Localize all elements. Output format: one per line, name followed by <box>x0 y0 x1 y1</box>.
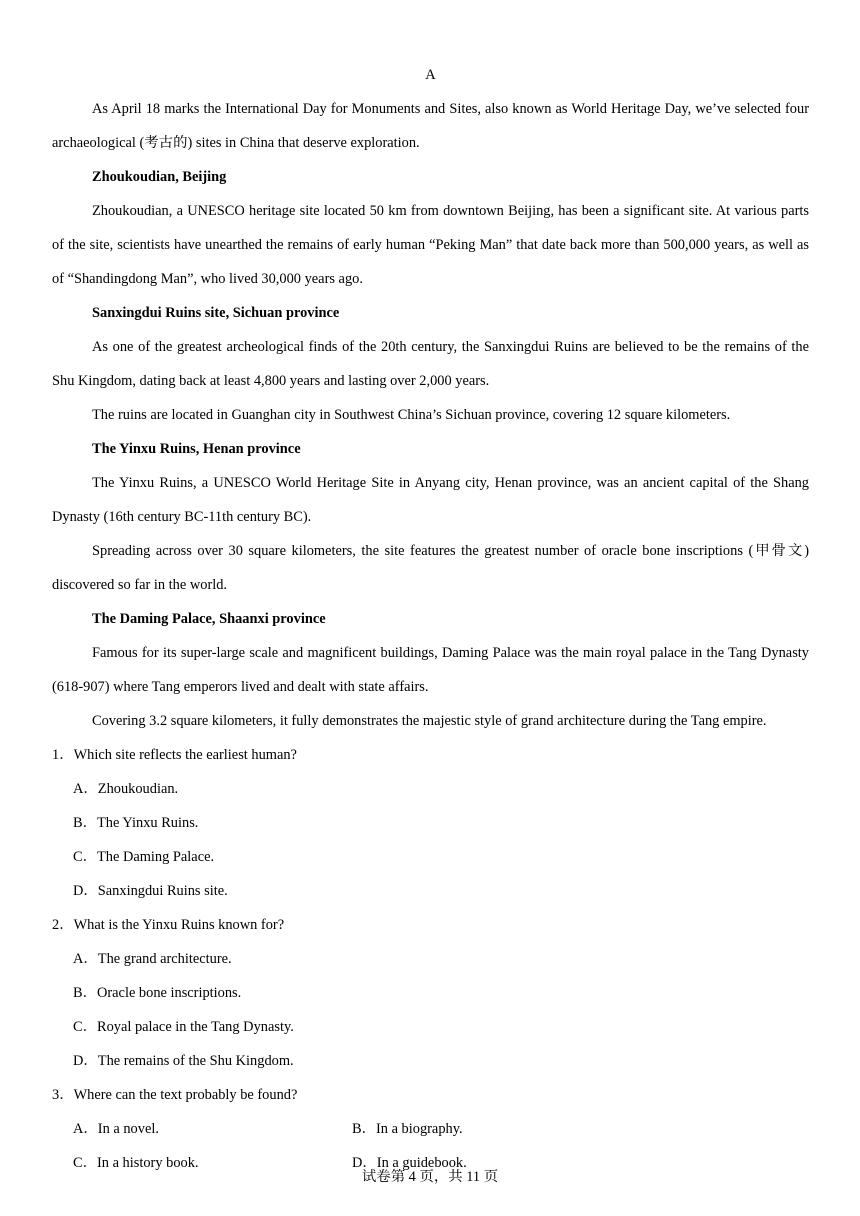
site-paragraph: Famous for its super-large scale and magnificent buildings, Daming Palace was the main royal palace in the Tang Dynasty (618-907) where Tang emperors lived and dealt with state affairs. <box>52 645 809 695</box>
question-2-option-b[interactable]: B．Oracle bone inscriptions. <box>73 985 242 1001</box>
site-paragraph: The Yinxu Ruins, a UNESCO World Heritage Site in Anyang city, Henan province, was an ancient capital of the Shang Dynasty (16th century BC-11th century BC). <box>52 475 809 525</box>
intro-paragraph: As April 18 marks the International Day for Monuments and Sites, also known as World Heritage Day, we’ve selected four archaeological (考古的) sites in China that deserve exploration. <box>52 101 809 151</box>
section-label: A <box>425 67 436 83</box>
question-1-option-c[interactable]: C．The Daming Palace. <box>73 849 215 865</box>
question-2-option-a[interactable]: A．The grand architecture. <box>73 951 232 967</box>
site-paragraph: Covering 3.2 square kilometers, it fully demonstrates the majestic style of grand architecture during the Tang empire. <box>92 713 767 729</box>
question-2-option-d[interactable]: D．The remains of the Shu Kingdom. <box>73 1053 294 1069</box>
site-paragraph: Zhoukoudian, a UNESCO heritage site located 50 km from downtown Beijing, has been a significant site. At various parts of the site, scientists have unearthed the remains of early human “Peking Man” that date back more than 500,000 years, as well as of “Shandingdong Man”, who lived 30,000 years ago. <box>52 203 809 287</box>
question-3-option-d[interactable]: D．In a guidebook. <box>352 1155 467 1171</box>
question-1-option-b[interactable]: B．The Yinxu Ruins. <box>73 815 199 831</box>
page-footer: 试卷第 4 页，共 11 页 <box>361 1169 499 1185</box>
question-3-options-row-1 <box>52 1112 809 1146</box>
site-heading-zhoukoudian: Zhoukoudian, Beijing <box>92 169 227 185</box>
site-paragraph: Spreading across over 30 square kilometers, the site features the greatest number of oracle bone inscriptions (甲骨文) discovered so far in the world. <box>52 543 809 593</box>
question-3-option-b[interactable]: B．In a biography. <box>352 1121 463 1137</box>
question-2-stem: 2．What is the Yinxu Ruins known for? <box>52 917 285 933</box>
question-1-option-d[interactable]: D．Sanxingdui Ruins site. <box>73 883 228 899</box>
question-3-option-c[interactable]: C．In a history book. <box>73 1155 199 1171</box>
site-heading-sanxingdui: Sanxingdui Ruins site, Sichuan province <box>92 305 340 321</box>
site-heading-yinxu: The Yinxu Ruins, Henan province <box>92 441 301 457</box>
exam-page <box>52 58 809 1180</box>
question-3-stem: 3．Where can the text probably be found? <box>52 1087 298 1103</box>
site-heading-daming: The Daming Palace, Shaanxi province <box>92 611 326 627</box>
question-2-option-c[interactable]: C．Royal palace in the Tang Dynasty. <box>73 1019 294 1035</box>
question-1-option-a[interactable]: A．Zhoukoudian. <box>73 781 179 797</box>
question-3-option-a[interactable]: A．In a novel. <box>73 1121 159 1137</box>
site-paragraph: The ruins are located in Guanghan city in Southwest China’s Sichuan province, covering 12 square kilometers. <box>92 407 731 423</box>
question-1-stem: 1．Which site reflects the earliest human? <box>52 747 297 763</box>
site-paragraph: As one of the greatest archeological finds of the 20th century, the Sanxingdui Ruins are believed to be the remains of the Shu Kingdom, dating back at least 4,800 years and lasting over 2,000 years. <box>52 339 809 389</box>
